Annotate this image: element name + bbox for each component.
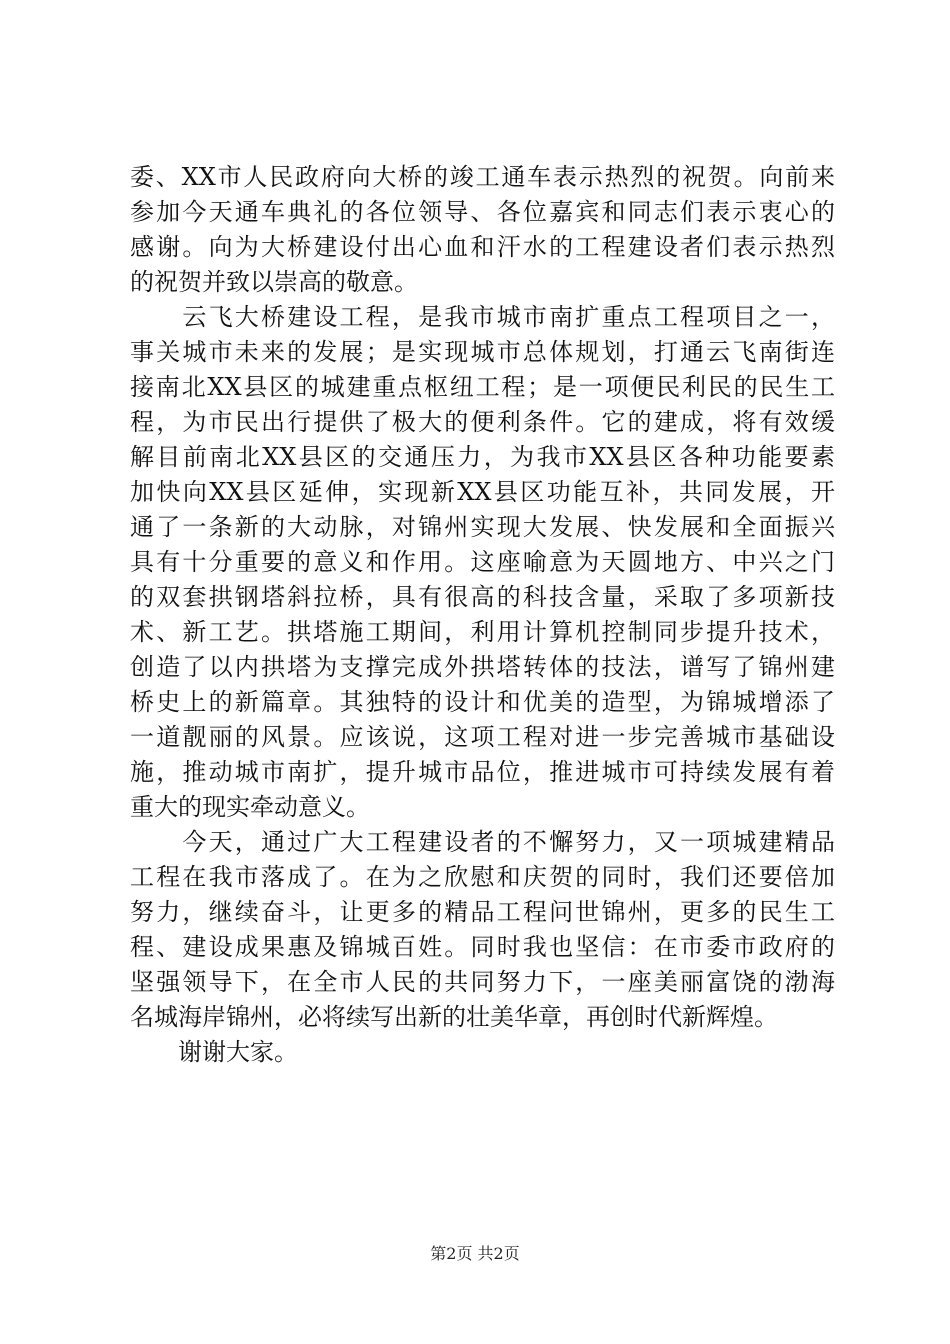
text-line: 谢谢大家。 — [130, 1038, 298, 1066]
text-line: 程、建设成果惠及锦城百姓。同时我也坚信：在市委市政府的 — [130, 933, 835, 961]
text-line: 的祝贺并致以崇高的敬意。 — [130, 268, 418, 296]
text-line: 一道靓丽的风景。应该说，这项工程对进一步完善城市基础设 — [130, 723, 835, 751]
text-line: 委、XX市人民政府向大桥的竣工通车表示热烈的祝贺。向前来 — [130, 163, 835, 191]
text-line: 通了一条新的大动脉，对锦州实现大发展、快发展和全面振兴 — [130, 513, 835, 541]
text-line: 坚强领导下，在全市人民的共同努力下，一座美丽富饶的渤海 — [130, 968, 835, 996]
document-body — [130, 160, 835, 1070]
text-line: 程，为市民出行提供了极大的便利条件。它的建成，将有效缓 — [130, 408, 835, 436]
text-line: 名城海岸锦州，必将续写出新的壮美华章，再创时代新辉煌。 — [130, 1003, 778, 1031]
text-line: 加快向XX县区延伸，实现新XX县区功能互补，共同发展，开 — [130, 478, 835, 506]
paragraph-1 — [130, 160, 835, 300]
text-line: 参加今天通车典礼的各位领导、各位嘉宾和同志们表示衷心的 — [130, 198, 835, 226]
text-line: 接南北XX县区的城建重点枢纽工程；是一项便民利民的民生工 — [130, 373, 835, 401]
page-number-footer: 第2页 共2页 — [430, 1244, 520, 1263]
text-line: 的双套拱钢塔斜拉桥，具有很高的科技含量，采取了多项新技 — [130, 583, 835, 611]
text-line: 感谢。向为大桥建设付出心血和汗水的工程建设者们表示热烈 — [130, 233, 835, 261]
text-line: 重大的现实牵动意义。 — [130, 793, 370, 821]
text-line: 工程在我市落成了。在为之欣慰和庆贺的同时，我们还要倍加 — [130, 863, 835, 891]
text-line: 桥史上的新篇章。其独特的设计和优美的造型，为锦城增添了 — [130, 688, 835, 716]
text-line: 创造了以内拱塔为支撑完成外拱塔转体的技法，谱写了锦州建 — [130, 653, 835, 681]
text-line: 事关城市未来的发展；是实现城市总体规划，打通云飞南街连 — [130, 338, 835, 366]
text-line: 解目前南北XX县区的交通压力，为我市XX县区各种功能要素 — [130, 443, 835, 471]
text-line: 施，推动城市南扩，提升城市品位，推进城市可持续发展有着 — [130, 758, 835, 786]
text-line: 云飞大桥建设工程，是我市城市南扩重点工程项目之一， — [130, 303, 835, 331]
text-line: 今天，通过广大工程建设者的不懈努力，又一项城建精品 — [130, 828, 835, 856]
text-line: 具有十分重要的意义和作用。这座喻意为天圆地方、中兴之门 — [130, 548, 835, 576]
paragraph-2 — [130, 300, 835, 825]
text-line: 术、新工艺。拱塔施工期间，利用计算机控制同步提升技术， — [130, 618, 835, 646]
paragraph-4 — [130, 1035, 835, 1070]
text-line: 努力，继续奋斗，让更多的精品工程问世锦州，更多的民生工 — [130, 898, 835, 926]
paragraph-3 — [130, 825, 835, 1035]
